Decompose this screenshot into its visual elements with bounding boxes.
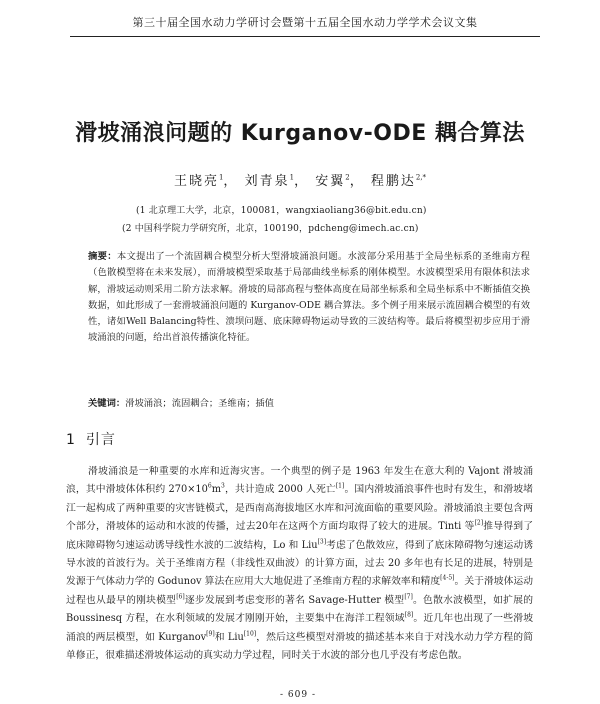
citation-link[interactable]: [9]: [206, 630, 215, 638]
author-separator: ，: [223, 174, 239, 189]
citation-link[interactable]: [10]: [243, 630, 257, 638]
citation-link[interactable]: [8]: [404, 611, 414, 619]
citation-link[interactable]: [3]: [317, 538, 327, 546]
introduction-paragraph: [66, 463, 533, 665]
exponent: 6: [207, 483, 212, 491]
author-affiliation-mark: 2,*: [415, 173, 427, 182]
author-list: [40, 170, 560, 189]
author-name[interactable]: 程鹏达: [370, 174, 416, 189]
citation-link[interactable]: [2]: [474, 519, 484, 527]
page-number: - 609 -: [280, 690, 316, 700]
running-header: 第三十届全国水动力学研讨会暨第十五届全国水动力学学术会议文集: [70, 10, 540, 37]
affiliation-1: (1 北京理工大学，北京，100081，wangxiaoliang36@bit.edu.cn): [136, 206, 427, 216]
paper-title: 滑坡涌浪问题的 Kurganov-ODE 耦合算法: [75, 121, 525, 146]
body-text-segment: 。色散水波模型，如扩展的 Boussinesq 方程，在水利领域的发展才刚刚开始，主要集中在海洋工程领域: [66, 594, 534, 625]
section-heading: [66, 429, 116, 449]
body-text-segment: 。关于滑坡体运动过程也从最早的刚块模型: [66, 576, 534, 606]
author-affiliation-mark: 1: [289, 173, 295, 182]
author-affiliation-mark: 1: [218, 173, 224, 182]
section-number: 1: [66, 432, 76, 448]
author-name[interactable]: 刘青泉: [244, 174, 290, 189]
citation-link[interactable]: [7]: [404, 593, 413, 601]
citation-link[interactable]: [4-5]: [440, 575, 455, 583]
body-text-segment: 逐步发展到考虑变形的著名 Savage-Hutter 模型: [184, 594, 405, 606]
author-name[interactable]: 王晓亮: [173, 174, 219, 189]
affiliation-2: (2 中国科学院力学研究所，北京，100190，pdcheng@imech.ac.cn): [122, 224, 419, 234]
body-text-segment: 考虑了色散效应，得到了底床障碍物匀速运动诱导水波的首波行为。关于圣维南方程（非线性双曲波）的计算方面，过去 20 多年也有长足的进展，特别是发源于气体动力学的 Godunov 算法在应用大大地促进了圣维南方程的求解效率和精度: [66, 539, 533, 588]
body-text-segment: 和 Liu: [214, 631, 244, 643]
body-text-segment: 推导得到了底床障碍物匀速运动诱导线性水波的二波结构，Lo 和 Liu: [66, 521, 534, 551]
citation-link[interactable]: [6]: [176, 593, 185, 601]
author-affiliation-mark: 2: [345, 173, 350, 182]
citation-link[interactable]: [1]: [335, 483, 345, 491]
abstract: [88, 249, 530, 347]
body-text-segment: ，然后这些模型对滑坡的描述基本来自于对浅水动力学方程的简单修正，很难描述滑坡体运动的真实动力学过程，同时关于水波的部分也几乎没有考虑色散。: [66, 631, 533, 662]
body-text-segment: 滑坡涌浪是一种重要的水库和近海灾害。一个典型的例子是 1963 年发生在意大利的 Vajont 滑坡涌浪，其中滑坡体体积约 270×10: [66, 466, 533, 496]
keywords-text: 滑坡涌浪；流固耦合；圣维南；插值: [125, 398, 274, 409]
keywords: [88, 395, 528, 409]
author-separator: ，: [349, 174, 365, 189]
body-text-segment: m: [211, 484, 222, 496]
body-text-segment: ，共计造成 2000 人死亡: [224, 484, 336, 496]
author-separator: ，: [294, 174, 310, 189]
abstract-text: 本文提出了一个流固耦合模型分析大型滑坡涌浪问题。水波部分采用基于全局坐标系的圣维南方程（色散模型将在未来发展），而滑坡模型采取基于局部曲线坐标系的刚体模型。水波模型采用有限体积法求解，滑坡运动则采用二阶方法求解。滑坡的局部高程与整体高度在局部坐标系和全局坐标系中不断插值交换数据，如此形成了一套滑坡涌浪问题的 Kurganov-ODE 耦合算法。多个例子用来展示流固耦合模型的有效性，诸如Well Balancing特性、溃坝问题、底床障碍物运动导致的三波结构等。最后将模型初步应用于滑坡涌浪的问题，给出首浪传播演化特征。: [88, 251, 530, 344]
body-text-segment: 。国内滑坡涌浪事件也时有发生，和滑坡堵江一起构成了两种重要的灾害链模式，是西南高海拔地区水库和河流面临的重要风险。滑坡涌浪主要包含两个部分，滑坡体的运动和水波的传播，过去20年在这两个方面均取得了较大的进展。Tinti 等: [66, 484, 533, 533]
exponent: 3: [221, 483, 225, 491]
author-name[interactable]: 安翼: [315, 174, 346, 189]
abstract-label: 摘要：: [88, 251, 117, 262]
body-text-segment: 。近几年也出现了一些滑坡涌浪的两层模型，如 Kurganov: [66, 613, 533, 643]
keywords-label: 关键词：: [88, 398, 126, 409]
section-title: 引言: [85, 432, 116, 448]
